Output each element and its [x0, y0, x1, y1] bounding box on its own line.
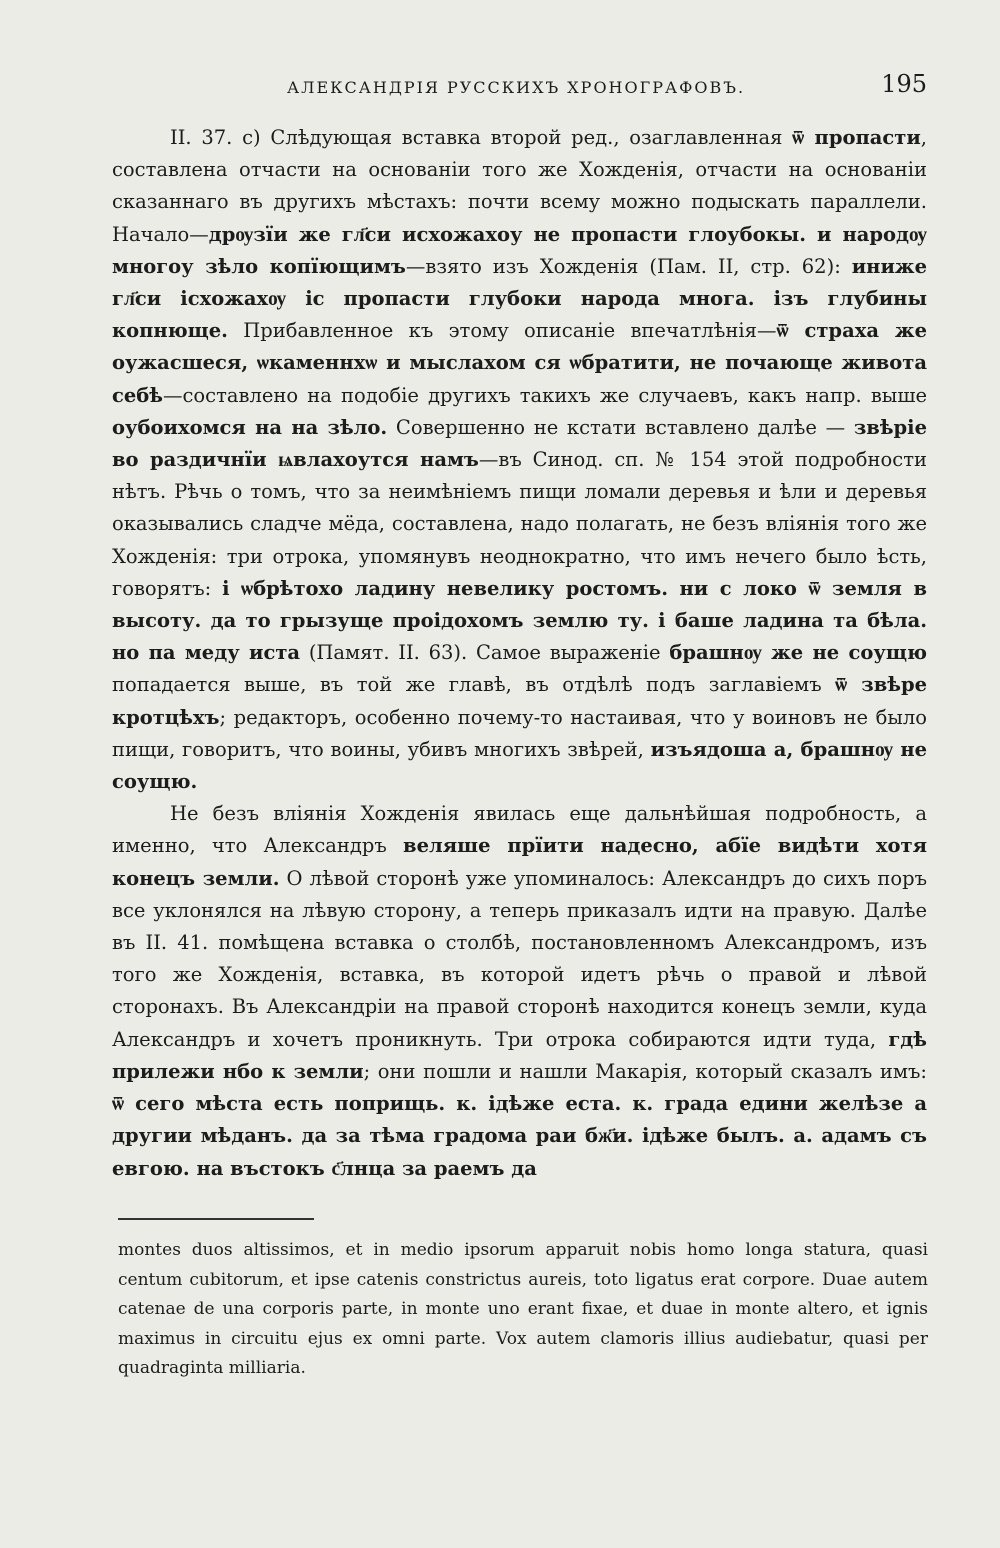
text-run: ; редакторъ, особенно почему-то настаивая, что у воиновъ не было пищи, говоритъ, что воины, убивъ многихъ звѣрей, — [112, 705, 927, 761]
footnote-text: montes duos altissimos, et in medio ipsorum apparuit nobis homo longa statura, quasi centum cubitorum, et ipse catenis constrictus aureis, toto ligatus erat corpore. Duae autem catenae de una corporis parte, in monte uno erant fixae, et duae in monte altero, et ignis maximus in circuitu ejus ex omni parte. Vox autem clamoris illius audiebatur, quasi per quadraginta milliaria. — [118, 1240, 928, 1378]
church-slavonic-quote: дрѹзїи же гл҃си исхожахоу не пропасти глоубокы. и народѹ многоу зѣло копїющимъ — [112, 222, 927, 278]
footnote-divider — [118, 1218, 314, 1220]
church-slavonic-quote: гдѣ прилежи нбо к земли — [112, 1027, 927, 1083]
church-slavonic-quote: і ѡбрѣтохо ладину невелику ростомъ. ни с локо ѿ земля в высоту. да то грызуще проідохомъ землю ту. і баше ладина та бѣла. но па меду иста — [112, 576, 928, 665]
church-slavonic-quote: ѿ сего мѣста есть поприщь. к. ідѣже еста. к. града едини желѣзе а другии мѣданъ. да за тѣма градома раи бж҃и. ідѣже былъ. а. адамъ съ евгою. на въстокъ с҃лнца за раемъ да — [112, 1092, 927, 1180]
page-header — [112, 70, 927, 106]
paragraph-1 — [112, 122, 927, 798]
text-run: Совершенно не кстати вставлено далѣе — — [387, 415, 854, 439]
church-slavonic-quote: веляше прїити надесно, абїе видѣти хотя конецъ земли. — [112, 834, 927, 890]
text-run: (Памят. II. 63). Самое выраженіе — [300, 641, 670, 665]
paragraph-2 — [112, 798, 927, 1184]
text-run: О лѣвой сторонѣ уже упоминалось: Александръ до сихъ поръ все уклонялся на лѣвую сторону, а теперь приказалъ идти на правую. Далѣе въ II. 41. помѣщена вставка о столбѣ, постановленномъ Александромъ, изъ того же Хожденія, вставка, въ которой идетъ рѣчь о правой и лѣвой сторонахъ. Въ Александріи на правой сторонѣ находится конецъ земли, куда Александръ и хочетъ проникнуть. Три отрока собираются идти туда, — [112, 866, 927, 1051]
church-slavonic-quote: ѿ страха же оужасшеся, ѡкаменнхѡ и мыслахом ся ѡбратити, не почающе живота себѣ — [112, 319, 927, 407]
text-run: —составлено на подобіе другихъ такихъ же случаевъ, какъ напр. выше — [163, 383, 927, 407]
church-slavonic-quote: ѿ пропасти — [792, 126, 921, 149]
text-run: —взято изъ Хожденія (Пам. II, стр. 62): — [405, 254, 852, 278]
church-slavonic-quote: ѿ звѣре кротцѣхъ — [112, 673, 927, 729]
church-slavonic-quote: иниже гл҃си ісхожахѹ іс пропасти глубоки народа многа. ізъ глубины копнюще. — [112, 254, 928, 343]
church-slavonic-quote: звѣріе во раздичнїи ѩвлахоутся намъ — [112, 415, 927, 472]
page-number: 195 — [881, 70, 927, 98]
text-run: Прибавленное къ этому описаніе впечатлѣнія— — [227, 319, 777, 343]
text-run: попадается выше, въ той же главѣ, въ отдѣлѣ подъ заглавіемъ — [112, 673, 836, 697]
text-run: —въ Синод. сп. № 154 этой подробности нѣтъ. Рѣчь о томъ, что за неимѣніемъ пищи ломали деревья и ѣли и деревья оказывались сладче мёда, составлена, надо полагать, не безъ вліянія того же Хожденія: три отрока, упомянувъ неоднократно, что имъ нечего было ѣсть, говорятъ: — [112, 448, 927, 600]
running-head: АЛЕКСАНДРІЯ РУССКИХЪ ХРОНОГРАФОВЪ. — [287, 78, 746, 97]
text-run: ; они пошли и нашли Макарія, который сказалъ имъ: — [363, 1059, 927, 1083]
text-run: Не безъ вліянія Хожденія явилась еще дальнѣйшая подробность, а именно, что Александръ — [112, 802, 927, 858]
text-run: , составлена отчасти на основаніи того же Хожденія, отчасти на основаніи сказаннаго въ другихъ мѣстахъ: почти всему можно подыскать параллели. Начало— — [112, 126, 927, 246]
church-slavonic-quote: брашнѹ же не соущю — [669, 641, 928, 665]
church-slavonic-quote: оубоихомся на на зѣло. — [112, 415, 388, 439]
main-text — [112, 122, 927, 1185]
text-run: II. 37. c) Слѣдующая вставка второй ред., озаглавленная — [170, 126, 793, 149]
church-slavonic-quote: изъядоша а, брашнѹ не соущю. — [112, 737, 928, 794]
footnote — [118, 1236, 928, 1384]
